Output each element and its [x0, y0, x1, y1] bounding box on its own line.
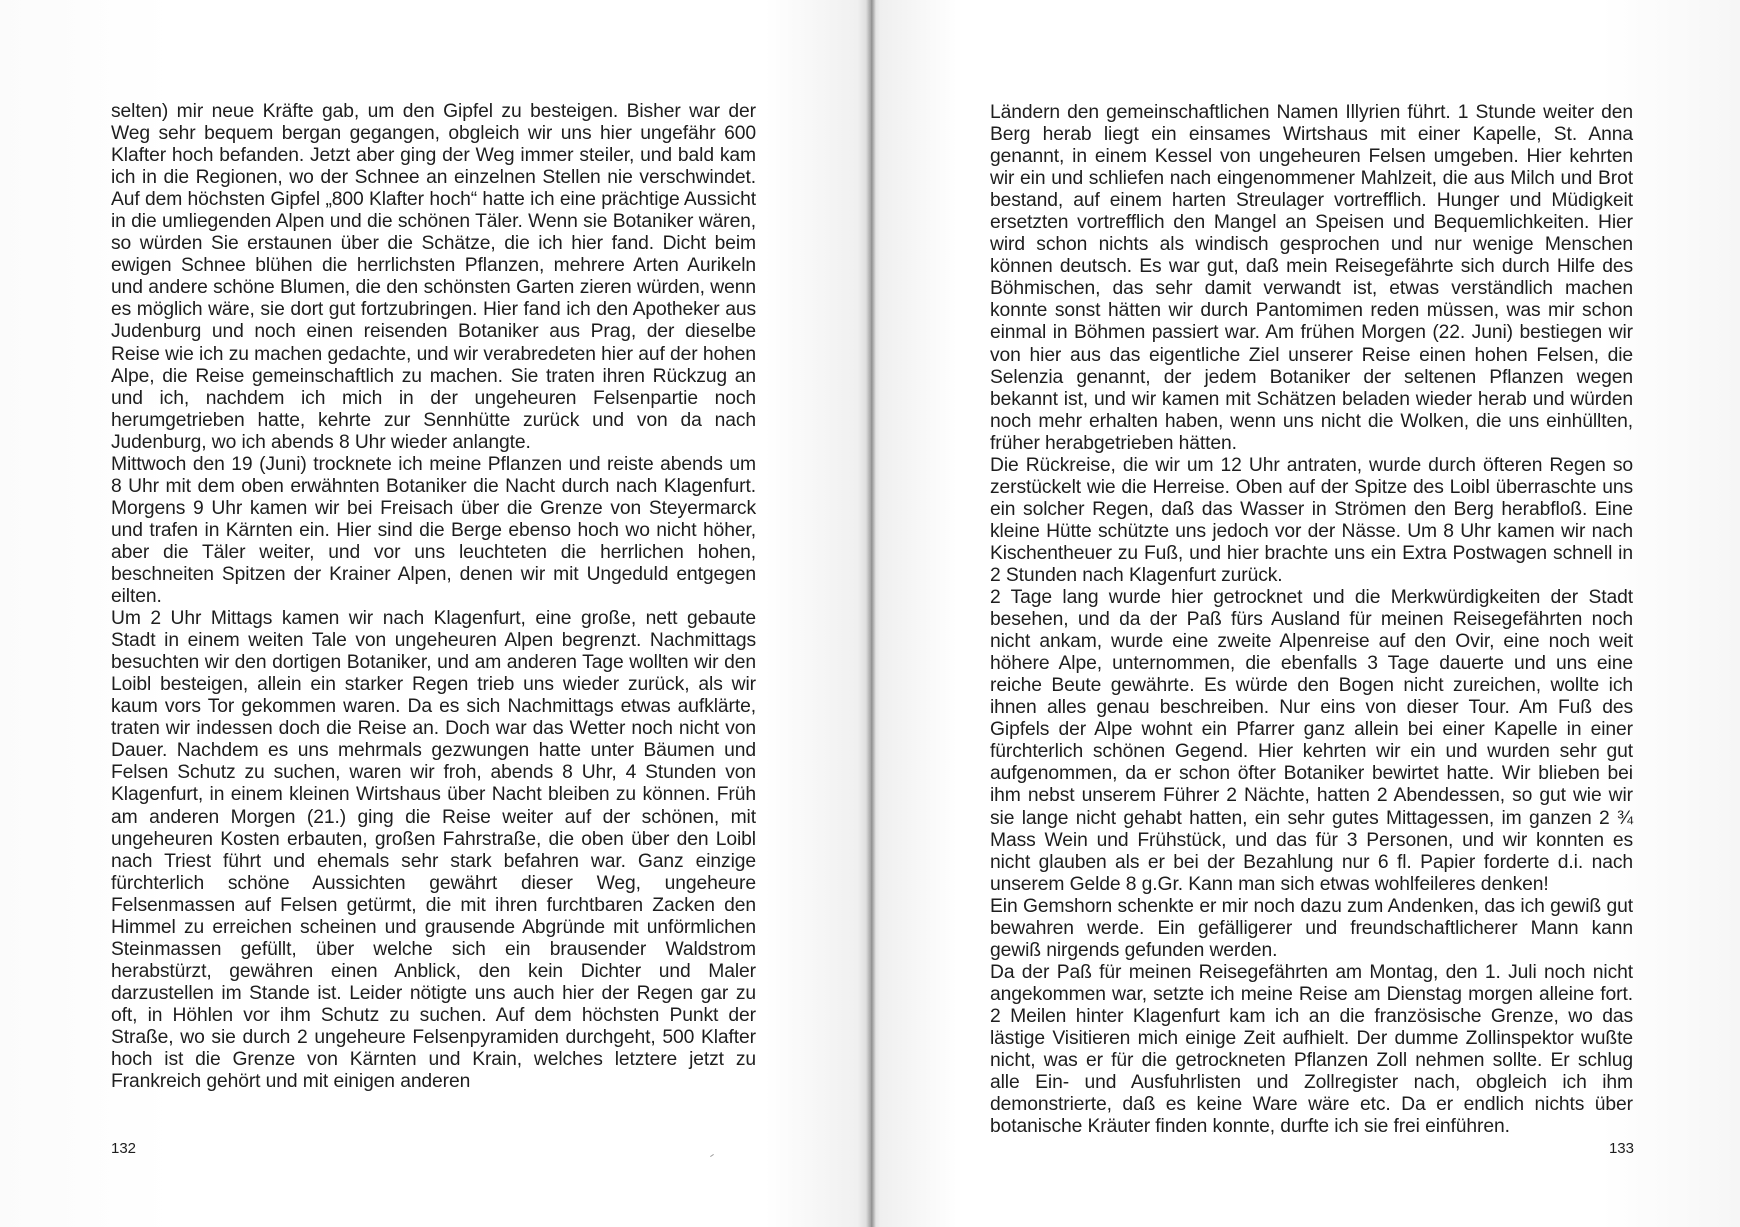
- paragraph: 2 Tage lang wurde hier getrocknet und die Merkwürdigkeiten der Stadt besehen, und da der Paß fürs Ausland für meinen Reisegefährten noch nicht ankam, wurde eine zweite Alpenreise auf den Ovir, eine noch weit höhere Alpe, unternommen, die ebenfalls 3 Tage dauerte und uns eine reiche Beute gewährte. Es würde den Bogen nicht zureichen, wollte ich ihnen alles genau beschreiben. Nur eins von dieser Tour. Am Fuß des Gipfels der Alpe wohnt ein Pfarrer ganz allein bei einer Kapelle in einer fürchterlich schönen Gegend. Hier kehrten wir ein und wurden sehr gut aufgenommen, da er schon öfter Botaniker bewirtet hatte. Wir blieben bei ihm nebst unserem Führer 2 Nächte, hatten 2 Abendessen, so gut wie wir sie lange nicht gehabt hatten, ein sehr gutes Mittagessen, im ganzen 2 ¾ Mass Wein und Frühstück, und das für 3 Personen, und wir konnten es nicht glauben als er bei der Bezahlung nur 6 fl. Papier forderte d.i. nach unserem Gelde 8 g.Gr. Kann man sich etwas wohlfeileres denken!: [990, 587, 1633, 895]
- paragraph: Die Rückreise, die wir um 12 Uhr antraten, wurde durch öfteren Regen so zerstückelt wie die Herreise. Oben auf der Spitze des Loibl überraschte uns ein solcher Regen, daß das Wasser in Strömen den Berg herabfloß. Eine kleine Hütte schützte uns jedoch vor der Nässe. Um 8 Uhr kamen wir nach Kischentheuer zu Fuß, und hier brachte uns ein Extra Postwagen schnell in 2 Stunden nach Klagenfurt zurück.: [990, 454, 1633, 586]
- paragraph: Da der Paß für meinen Reisegefährten am Montag, den 1. Juli noch nicht angekommen war, setzte ich meine Reise am Dienstag morgen alleine fort. 2 Meilen hinter Klagenfurt kam ich an die französische Grenze, wo das lästige Visitieren mich einige Zeit aufhielt. Der dumme Zollinspektor wußte nicht, was er für die getrockneten Pflanzen Zoll nehmen sollte. Er schlug alle Ein- und Ausfuhrlisten und Zollregister nach, obgleich ich ihm demonstrierte, daß es keine Ware wäre etc. Da er endlich nichts über botanische Kräuter finden konnte, durfte ich sie frei einführen.: [990, 961, 1633, 1138]
- paragraph: Ländern den gemeinschaftlichen Namen Illyrien führt. 1 Stunde weiter den Berg herab liegt ein einsames Wirtshaus mit einer Kapelle, St. Anna genannt, in einem Kessel von ungeheuren Felsen umgeben. Hier kehrten wir ein und schliefen nach eingenommener Mahlzeit, die aus Milch und Brot bestand, auf einem harten Streulager vortrefflich. Hunger und Müdigkeit ersetzten vortrefflich den Mangel an Speisen und Bequemlichkeiten. Hier wird schon nichts als windisch gesprochen und nur wenige Menschen können deutsch. Es war gut, daß mein Reisegefährte sich durch Hilfe des Böhmischen, das sehr damit verwandt ist, etwas verständlich machen konnte sonst hätten wir durch Pantomimen reden müssen, was mir schon einmal in Böhmen passiert war. Am frühen Morgen (22. Juni) bestiegen wir von hier aus das eigentliche Ziel unserer Reise einen hohen Felsen, die Selenzia genannt, der jedem Botaniker der seltenen Pflanzen wegen bekannt ist, und wir kamen mit Schätzen beladen wieder herab und würden noch mehr erhalten haben, wenn uns nicht die Wolken, die uns einhüllten, früher herabgetrieben hätten.: [990, 102, 1633, 454]
- page-number: 133: [1608, 1140, 1634, 1157]
- paper-speck: [710, 1154, 714, 1157]
- book-gutter: [866, 0, 876, 1227]
- page-number: 132: [111, 1140, 137, 1157]
- paragraph: Mittwoch den 19 (Juni) trocknete ich meine Pflanzen und reiste abends um 8 Uhr mit dem oben erwähnten Botaniker die Nacht durch nach Klagenfurt. Morgens 9 Uhr kamen wir bei Freisach über die Grenze von Steyermarck und trafen in Kärnten ein. Hier sind die Berge ebenso hoch wo nicht höher, aber die Täler weiter, und vor uns leuchteten die herrlichen hohen, beschneiten Spitzen der Krainer Alpen, denen wir mit Ungeduld entgegen eilten.: [111, 453, 756, 608]
- right-page-text: [990, 102, 1633, 1138]
- paragraph: selten) mir neue Kräfte gab, um den Gipfel zu besteigen. Bisher war der Weg sehr bequem bergan gegangen, obgleich wir uns hier ungefähr 600 Klafter hoch befanden. Jetzt aber ging der Weg immer steiler, und bald kam ich in die Regionen, wo der Schnee an einzelnen Stellen nie verschwindet. Auf dem höchsten Gipfel „800 Klafter hoch“ hatte ich eine prächtige Aussicht in die umliegenden Alpen und die schönen Täler. Wenn sie Botaniker wären, so würden Sie erstaunen über die Schätze, die ich hier fand. Dicht beim ewigen Schnee blühen die herrlichsten Pflanzen, mehrere Arten Aurikeln und andere schöne Blumen, die den schönsten Garten zieren würden, wenn es möglich wäre, sie dort gut fortzubringen. Hier fand ich den Apotheker aus Judenburg und noch einen reisenden Botaniker aus Prag, der dieselbe Reise wie ich zu machen gedachte, und wir verabredeten hier auf der hohen Alpe, die Reise gemeinschaftlich zu machen. Sie traten ihren Rückzug an und ich, nachdem ich mich in der ungeheuren Felsenpartie noch herumgetrieben hatte, kehrte zur Sennhütte zurück und von da nach Judenburg, wo ich abends 8 Uhr wieder anlangte.: [111, 101, 756, 453]
- left-page-text: [111, 101, 756, 1093]
- paragraph: Um 2 Uhr Mittags kamen wir nach Klagenfurt, eine große, nett gebaute Stadt in einem weiten Tale von ungeheuren Alpen begrenzt. Nachmittags besuchten wir den dortigen Botaniker, und am anderen Tage wollten wir den Loibl besteigen, allein ein starker Regen trieb uns wieder zurück, als wir kaum vors Tor gekommen waren. Da es sich Nachmittags etwas aufklärte, traten wir indessen doch die Reise an. Doch war das Wetter noch nicht von Dauer. Nachdem es uns mehrmals gezwungen hatte unter Bäumen und Felsen Schutz zu suchen, waren wir froh, abends 8 Uhr, 4 Stunden von Klagenfurt, in einem kleinen Wirtshaus über Nacht bleiben zu können. Früh am anderen Morgen (21.) ging die Reise weiter auf der schönen, mit ungeheuren Kosten erbauten, großen Fahrstraße, die oben über den Loibl nach Triest führt und ehemals sehr stark befahren war. Ganz einzige fürchterlich schöne Aussichten gewährt dieser Weg, ungeheure Felsenmassen auf Felsen getürmt, die mit ihren furchtbaren Zacken den Himmel zu erreichen scheinen und grausende Abgründe mit unförmlichen Steinmassen gefüllt, über welche sich ein brausender Waldstrom herabstürzt, gewähren einen Anblick, den kein Dichter und Maler darzustellen im Stande ist. Leider nötigte uns auch hier der Regen gar zu oft, in Höhlen vor ihm Schutz zu suchen. Auf dem höchsten Punkt der Straße, wo sie durch 2 ungeheure Felsenpyramiden durchgeht, 500 Klafter hoch ist die Grenze von Kärnten und Krain, welches letztere jetzt zu Frankreich gehört und mit einigen anderen: [111, 608, 756, 1093]
- paragraph: Ein Gemshorn schenkte er mir noch dazu zum Andenken, das ich gewiß gut bewahren werde. Ein gefälligerer und freundschaftlicherer Mann kann gewiß nirgends gefunden werden.: [990, 895, 1633, 961]
- right-page: [876, 0, 1740, 1227]
- left-page: [0, 0, 866, 1227]
